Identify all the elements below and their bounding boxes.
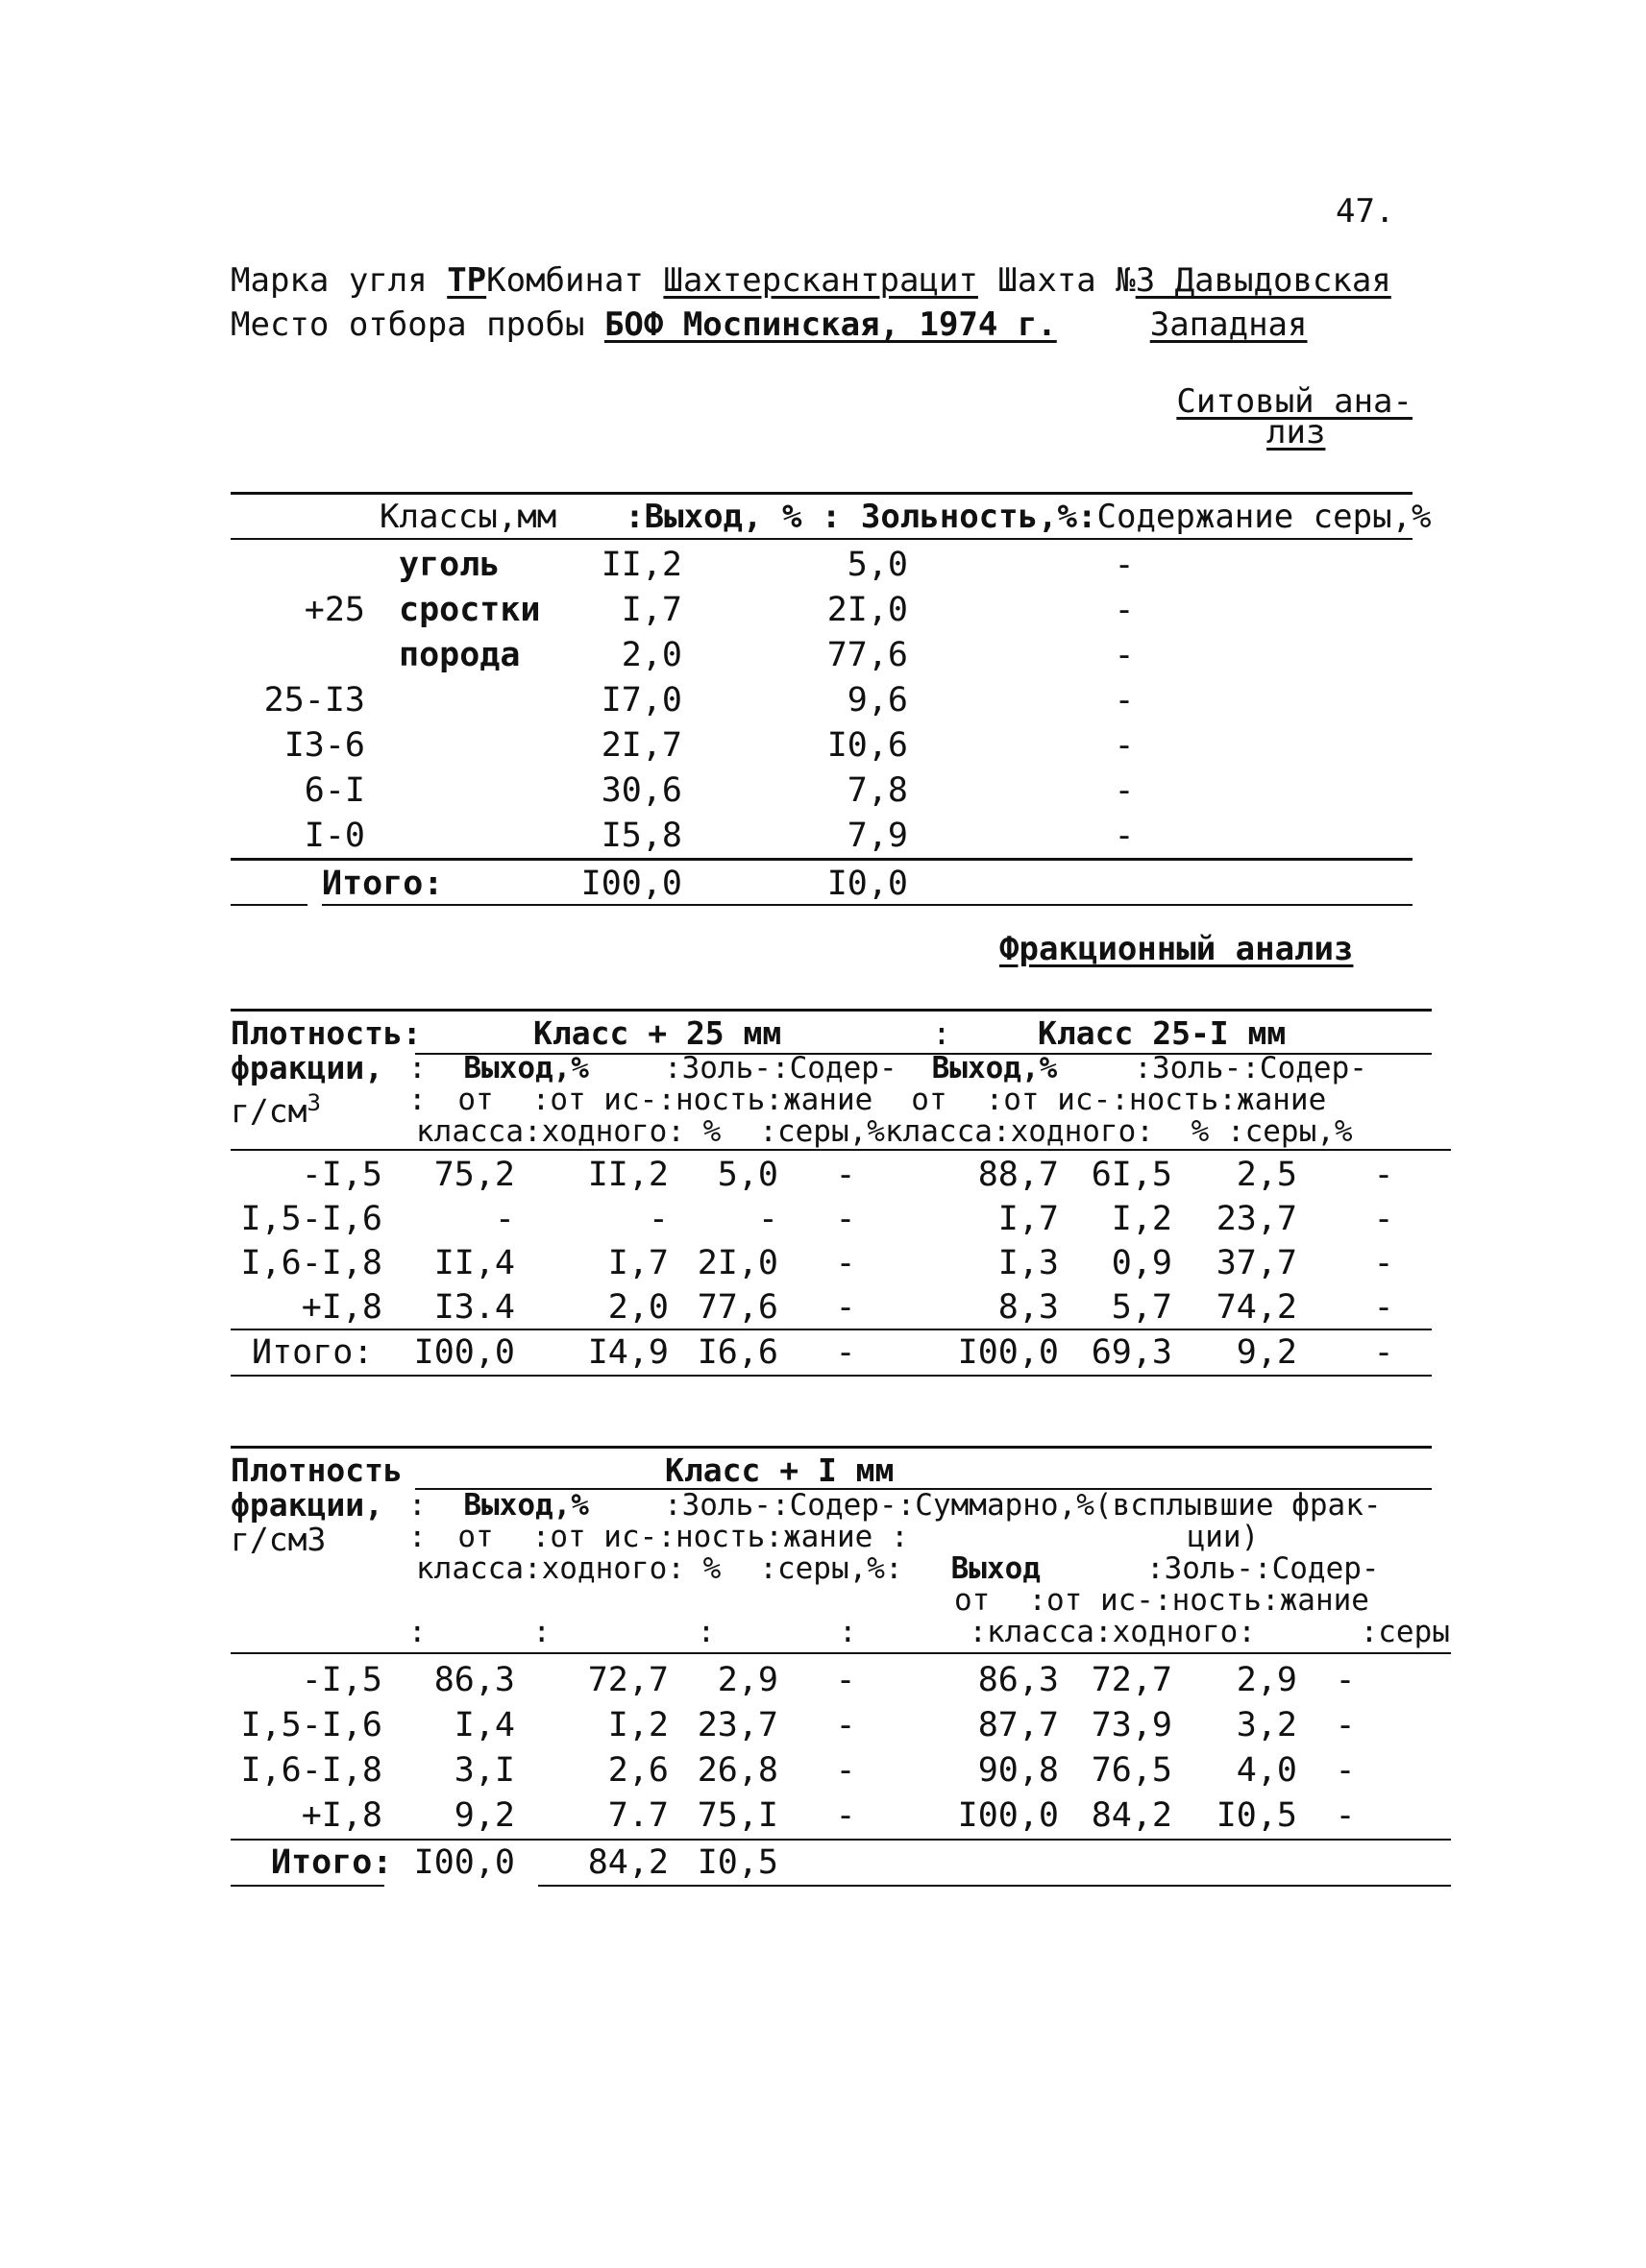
fraction-density: -I,5 [301,1661,382,1699]
fraction-value: 9,2 [454,1796,515,1835]
sieve-subclass: уголь [399,546,501,584]
fraction-class-25-1: Класс 25-I мм [1038,1014,1287,1052]
fraction-row [0,1793,1646,1838]
sieve-row [0,633,1646,677]
fraction-value: 8,3 [997,1288,1059,1327]
sieve-yield: 2,0 [621,636,682,674]
sieve-header [380,498,1432,536]
frac2-total-a1: I00,0 [413,1843,515,1882]
frac1-total-b2: 69,3 [1091,1333,1172,1372]
frac1-total-b4: - [1373,1333,1394,1372]
fraction-value: I,3 [997,1244,1059,1282]
fraction-value: 75,2 [433,1156,515,1194]
sieve-ash: 7,9 [847,817,908,855]
fraction-value: 2,5 [1236,1156,1297,1194]
fraction-title: Фракционный анализ [999,930,1354,968]
fraction-value: 73,9 [1091,1706,1172,1744]
fraction-density: +I,8 [301,1288,382,1327]
combine-label: Комбинат [486,261,644,300]
fraction-value: - [1335,1661,1356,1699]
fraction-value: - [835,1244,856,1282]
sieve-class: I3-6 [283,726,365,765]
fraction-value: 23,7 [697,1706,778,1744]
fraction-value: 86,3 [433,1661,515,1699]
sieve-row [0,543,1646,587]
fraction2-class-plus1: Класс + I мм [665,1451,895,1489]
fraction-row [0,1748,1646,1792]
fraction-value: 3,I [454,1751,515,1790]
sieve-sulfur: - [1114,771,1135,810]
fraction-value: 87,7 [977,1706,1059,1744]
fraction-value: 72,7 [1091,1661,1172,1699]
fraction-value: II,4 [433,1244,515,1282]
fraction-value: 2I,0 [697,1244,778,1282]
fraction-value: - [835,1288,856,1327]
mine-label: Шахта № [997,261,1136,300]
sieve-sulfur: - [1114,591,1135,629]
sieve-header-sulfur: Содержание серы,% [1096,498,1432,536]
sieve-ash: I0,6 [826,726,908,765]
header-line-2 [231,305,1308,344]
fraction-row [0,1285,1646,1329]
fraction-value: 2,9 [717,1661,778,1699]
fraction-value: 72,7 [587,1661,669,1699]
fraction-value: - [835,1156,856,1194]
fraction-row [0,1703,1646,1747]
mine-value: 3 Давыдовская [1135,261,1391,300]
sieve-total-label: Итого: [322,865,444,903]
fraction-value: - [1335,1706,1356,1744]
sieve-subclass: сростки [399,591,541,629]
sieve-sulfur: - [1114,546,1135,584]
fraction-value: - [835,1200,856,1238]
fraction-value: 23,7 [1216,1200,1297,1238]
frac1-total-a2: I4,9 [587,1333,669,1372]
fraction-value: - [1335,1751,1356,1790]
fraction-value: - [757,1200,778,1238]
sieve-header-class: Классы,мм [380,498,557,536]
fraction-value: 2,9 [1236,1661,1297,1699]
sieve-class: +25 [304,591,365,629]
fraction-table-1-total [0,1330,1646,1375]
fraction-value: I,7 [607,1244,669,1282]
sieve-row [0,814,1646,858]
mine-section-value: Западная [1149,305,1308,344]
fraction-value: - [835,1796,856,1835]
fraction-density: +I,8 [301,1796,382,1835]
fraction-value: II,2 [587,1156,669,1194]
fraction-class-plus25: Класс + 25 мм [533,1014,782,1052]
fraction-value: 7.7 [607,1796,669,1835]
header-line-1 [231,261,1391,300]
sieve-ash: 7,8 [847,771,908,810]
combine-value: Шахтерскантрацит [663,261,978,300]
fraction-value: I,2 [1111,1200,1172,1238]
fraction-value: I0,5 [1216,1796,1297,1835]
fraction-value: - [835,1661,856,1699]
sieve-subclass: порода [399,636,521,674]
sieve-sulfur: - [1114,636,1135,674]
sieve-yield: 30,6 [601,771,682,810]
fraction-value: I,2 [607,1706,669,1744]
fraction-value: 5,0 [717,1156,778,1194]
fraction-value: - [835,1751,856,1790]
fraction-value: - [1335,1796,1356,1835]
frac2-total-a2: 84,2 [587,1843,669,1882]
fraction-value: 3,2 [1236,1706,1297,1744]
sieve-header-ash: Зольность,%: [860,498,1097,536]
fraction2-density-label: Плотность фракции, г/см3 [231,1451,403,1558]
sieve-ash: 77,6 [826,636,908,674]
sieve-sulfur: - [1114,726,1135,765]
fraction-density: I,5-I,6 [240,1200,382,1238]
sieve-header-yield: :Выход, % : [625,498,842,536]
sample-place-label: Место отбора пробы [231,305,585,344]
fraction-value: - [1373,1156,1394,1194]
fraction-value: 0,9 [1111,1244,1172,1282]
fraction-value: 2,6 [607,1751,669,1790]
fraction-row [0,1197,1646,1241]
fraction-density: -I,5 [301,1156,382,1194]
fraction-value: 6I,5 [1091,1156,1172,1194]
sieve-row [0,768,1646,813]
fraction-value: - [1373,1288,1394,1327]
sieve-row [0,723,1646,768]
fraction-value: I,4 [454,1706,515,1744]
fraction-value: 86,3 [977,1661,1059,1699]
fraction-value: 26,8 [697,1751,778,1790]
sieve-total-yield: I00,0 [580,865,682,903]
sieve-title-line-2: лиз [1266,413,1326,451]
fraction-density: I,6-I,8 [240,1751,382,1790]
fraction-value: 37,7 [1216,1244,1297,1282]
fraction-value: I00,0 [957,1796,1059,1835]
fraction-value: I3.4 [433,1288,515,1327]
sieve-row [0,588,1646,632]
fraction-value: - [648,1200,669,1238]
sieve-total-row [0,862,1646,906]
frac1-total-a3: I6,6 [697,1333,778,1372]
frac1-total-b1: I00,0 [957,1333,1059,1372]
fraction-density-label: Плотность: фракции, $г/см^3$ [231,1014,422,1130]
fraction-value: 5,7 [1111,1288,1172,1327]
sieve-yield: I5,8 [601,817,682,855]
fraction-density: I,6-I,8 [240,1244,382,1282]
fraction-value: 76,5 [1091,1751,1172,1790]
fraction-value: 90,8 [977,1751,1059,1790]
sieve-ash: 9,6 [847,681,908,719]
fraction-value: - [835,1706,856,1744]
fraction-value: 84,2 [1091,1796,1172,1835]
fraction-value: 77,6 [697,1288,778,1327]
sieve-title-line-1: Ситовый ана- [1176,382,1413,421]
fraction2-subheader: : Выход,% :Золь-:Содер-:Суммарно,%(всплывшие фрак- : от :от ис-:ность:жание : ции) класса:ходного: % :серы,%: Выход :Золь-:Содер- от :от ис-:ность:жание : : : : :класса:ходного: :серы [408,1488,1450,1649]
sieve-yield: I7,0 [601,681,682,719]
sieve-yield: II,2 [601,546,682,584]
fraction-row [0,1153,1646,1197]
fraction-value: 88,7 [977,1156,1059,1194]
fraction-value: I,7 [997,1200,1059,1238]
sample-place-value: БОФ Моспинская, 1974 г. [603,305,1057,344]
frac2-total-label: Итого: [271,1843,393,1882]
sieve-class: 25-I3 [263,681,365,719]
fraction-table-2-total [0,1841,1646,1885]
sieve-yield: I,7 [621,591,682,629]
coal-grade-label: Марка угля [231,261,428,300]
coal-grade-value: ТР [447,261,487,300]
frac1-total-a1: I00,0 [413,1333,515,1372]
fraction-subheader: : Выход,% :Золь-:Содер- Выход,% :Золь-:Содер- : от :от ис-:ность:жание от :от ис-:ность:жание класса:ходного: % :серы,%класса:ходного: % :серы,% [408,1051,1367,1149]
fraction-value: - [494,1200,515,1238]
sieve-ash: 2I,0 [826,591,908,629]
fraction-row [0,1658,1646,1702]
fraction-value: 75,I [697,1796,778,1835]
fraction-value: 74,2 [1216,1288,1297,1327]
fraction-value: 2,0 [607,1288,669,1327]
frac1-total-label: Итого: [252,1333,374,1372]
sieve-yield: 2I,7 [601,726,682,765]
sieve-total-ash: I0,0 [826,865,908,903]
frac1-total-a4: - [835,1333,856,1372]
sieve-sulfur: - [1114,681,1135,719]
sieve-class: I-0 [304,817,365,855]
fraction-value: - [1373,1244,1394,1282]
page-number: 47. [1336,192,1395,231]
sieve-class: 6-I [304,771,365,810]
sieve-row [0,678,1646,722]
fraction-value: 4,0 [1236,1751,1297,1790]
fraction-value: - [1373,1200,1394,1238]
frac1-total-b3: 9,2 [1236,1333,1297,1372]
sieve-ash: 5,0 [847,546,908,584]
frac2-total-a3: I0,5 [697,1843,778,1882]
sieve-sulfur: - [1114,817,1135,855]
fraction-density: I,5-I,6 [240,1706,382,1744]
fraction-row [0,1241,1646,1285]
